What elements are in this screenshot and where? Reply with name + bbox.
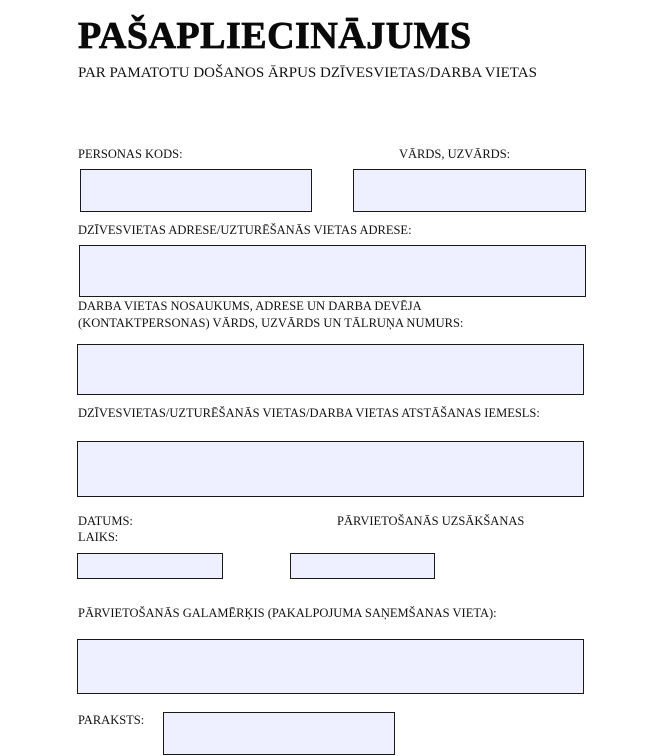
travel-start-label: PĀRVIETOŠANĀS UZSĀKŠANAS xyxy=(337,514,525,528)
leave-reason-field[interactable] xyxy=(77,441,584,497)
home-address-label: DZĪVESVIETAS ADRESE/UZTURĒŠANĀS VIETAS ADRESE: xyxy=(78,223,412,237)
personal-code-label: PERSONAS KODS: xyxy=(78,147,183,161)
personal-code-field[interactable] xyxy=(80,169,312,212)
leave-reason-label: DZĪVESVIETAS/UZTURĒŠANĀS VIETAS/DARBA VIETAS ATSTĀŠANAS IEMESLS: xyxy=(78,406,540,420)
destination-field[interactable] xyxy=(77,639,584,694)
date-label: DATUMS: xyxy=(78,514,133,528)
date-field[interactable] xyxy=(77,553,223,579)
time-field[interactable] xyxy=(290,553,435,579)
employer-info-label-line2: (KONTAKTPERSONAS) VĀRDS, UZVĀRDS UN TĀLRUŅA NUMURS: xyxy=(78,316,464,330)
employer-info-field[interactable] xyxy=(77,344,584,395)
full-name-label: VĀRDS, UZVĀRDS: xyxy=(399,147,511,161)
form-title: PAŠAPLIECINĀJUMS xyxy=(78,15,472,57)
destination-label: PĀRVIETOŠANĀS GALAMĒRĶIS (PAKALPOJUMA SAŅEMŠANAS VIETA): xyxy=(78,606,497,620)
form-subtitle: PAR PAMATOTU DOŠANOS ĀRPUS DZĪVESVIETAS/DARBA VIETAS xyxy=(78,65,537,81)
time-label: LAIKS: xyxy=(78,530,119,544)
signature-label: PARAKSTS: xyxy=(78,713,145,727)
signature-field[interactable] xyxy=(163,712,395,755)
employer-info-label-line1: DARBA VIETAS NOSAUKUMS, ADRESE UN DARBA DEVĒJA xyxy=(78,299,422,313)
full-name-field[interactable] xyxy=(353,169,586,212)
home-address-field[interactable] xyxy=(79,245,586,297)
